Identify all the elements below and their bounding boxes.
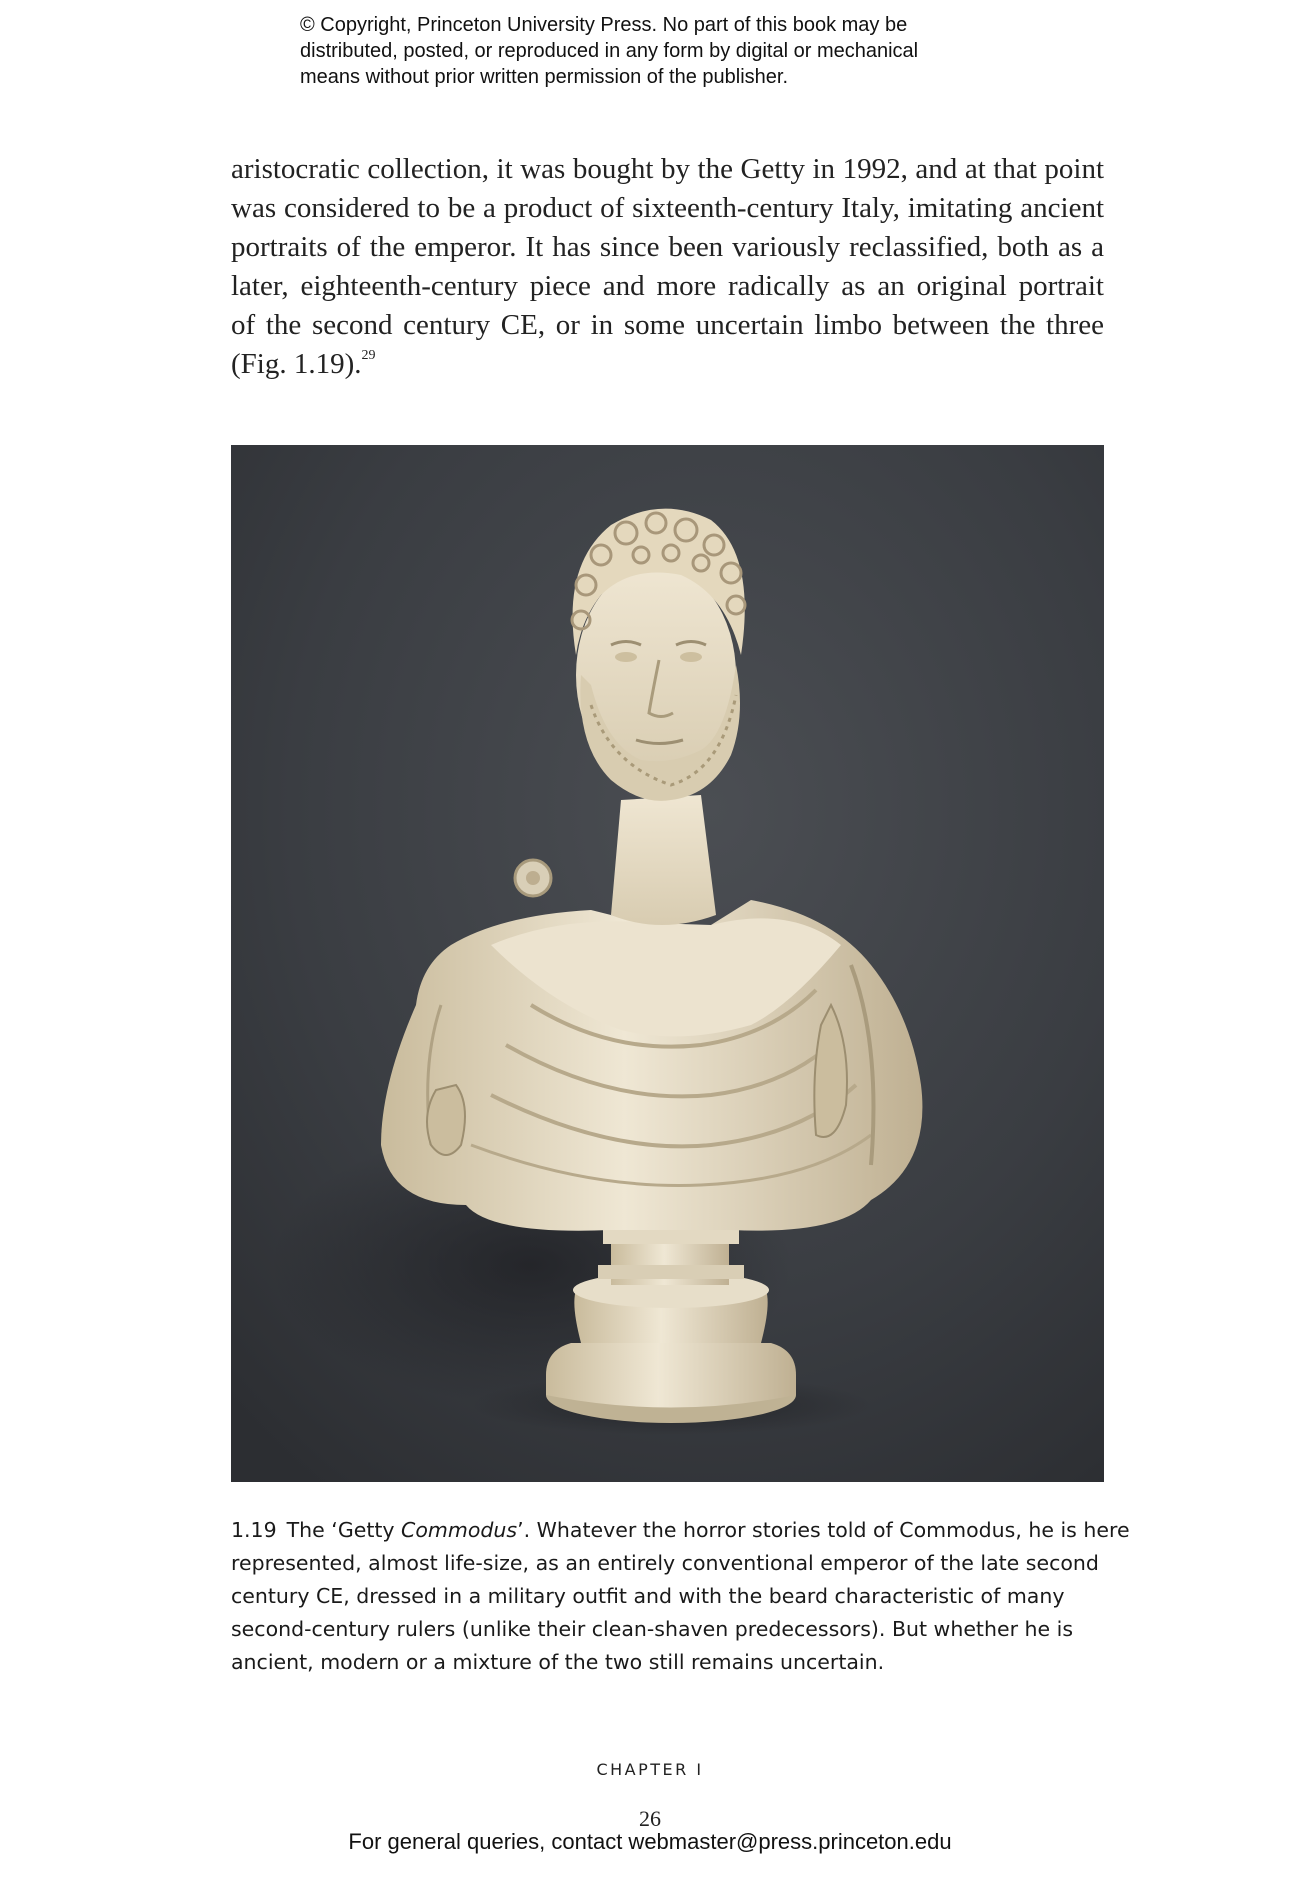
copyright-line: means without prior written permission of the publisher. <box>300 66 789 88</box>
body-line: (Fig. 1.19). <box>231 348 362 380</box>
caption-text: ’. Whatever the horror stories told of Commodus, he is here <box>517 1518 1130 1542</box>
caption-line: second-century rulers (unlike their clean-shaven predecessors). But whether he is <box>231 1617 1074 1641</box>
running-head: CHAPTER I <box>596 1760 704 1779</box>
figure-caption <box>231 1514 1130 1679</box>
caption-text: The ‘Getty <box>286 1518 402 1542</box>
body-line: was considered to be a product of sixteenth-century Italy, imitating ancient <box>231 192 1104 224</box>
copyright-line: distributed, posted, or reproduced in any form by digital or mechanical <box>300 40 919 62</box>
caption-line: ancient, modern or a mixture of the two still remains uncertain. <box>231 1650 885 1674</box>
marble-bust-image <box>231 445 1104 1482</box>
caption-italic-title: Commodus <box>401 1518 518 1542</box>
body-last-line <box>231 345 1104 384</box>
copyright-line: © Copyright, Princeton University Press. No part of this book may be <box>300 14 908 36</box>
body-line: aristocratic collection, it was bought by the Getty in 1992, and at that point <box>231 153 1104 185</box>
footer-contact: For general queries, contact webmaster@press.princeton.edu <box>348 1829 952 1854</box>
figure-photo <box>231 445 1104 1482</box>
page-number: 26 <box>639 1806 661 1831</box>
caption-line <box>231 1514 1130 1547</box>
body-line: portraits of the emperor. It has since been variously reclassified, both as a <box>231 231 1104 263</box>
caption-line: century CE, dressed in a military outfit and with the beard characteristic of many <box>231 1584 1065 1608</box>
body-line: later, eighteenth-century piece and more radically as an original portrait <box>231 270 1104 302</box>
caption-line: represented, almost life-size, as an entirely conventional emperor of the late second <box>231 1551 1099 1575</box>
copyright-notice <box>300 12 1060 90</box>
figure-number: 1.19 <box>231 1518 277 1542</box>
body-line: of the second century CE, or in some uncertain limbo between the three <box>231 309 1104 341</box>
body-paragraph <box>231 150 1104 384</box>
footnote-reference[interactable]: 29 <box>361 348 376 363</box>
